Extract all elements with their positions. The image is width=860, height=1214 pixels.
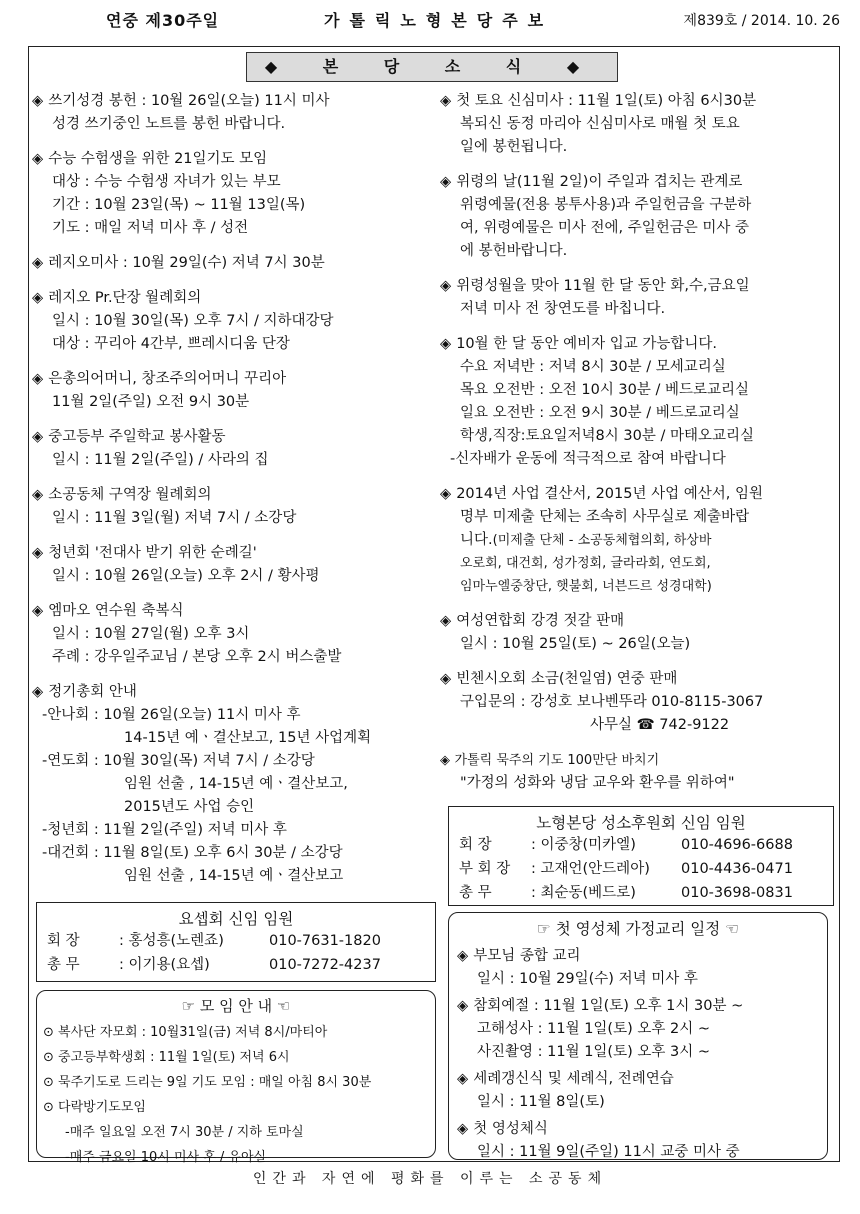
section-banner: ◆ 본 당 소 식 ◆ [246, 52, 618, 82]
notice-item: ◈ 첫 토요 신심미사 : 11월 1일(토) 아침 6시30분 복되신 동정 마리아 신심미사로 매월 첫 토요 일에 봉헌됩니다. [440, 90, 834, 159]
notice-item: ◈ 10월 한 달 동안 예비자 입교 가능합니다. 수요 저녁반 : 저녁 8시 30분 / 모세교리실 목요 오전반 : 오전 10시 30분 / 베드로교리실 일요 오전반 : 오전 9시 30분 / 베드로교리실 학생,직장:토요일저녁8시 30분 / 마태오교리실 -신자배가 운동에 적극적으로 참여 바랍니다 [440, 333, 834, 471]
notice-item: ◈ 가톨릭 묵주의 기도 100만단 바치기 "가정의 성화와 냉담 교우와 환우를 위하여" [440, 749, 834, 795]
meeting-guide-box: ☞ 모 임 안 내 ☜ ⊙ 복사단 자모회 : 10월31일(금) 저녁 8시/마티아 ⊙ 중고등부학생회 : 11월 1일(토) 저녁 6시 ⊙ 묵주기도로 드리는 9일 기도 모임 : 매일 아침 8시 30분 ⊙ 다락방기도모임 -매주 일요일 오전 7시 30분 / 지하 토마실 -매주 금요일 10시 미사 후 / 유아실 [36, 990, 436, 1158]
bulletin-title: 가톨릭노형본당주보 [324, 11, 554, 30]
issue-label: 제839호 / 2014. 10. 26 [683, 13, 840, 29]
first-communion-schedule-box: ☞ 첫 영성체 가정교리 일정 ☜ ◈ 부모님 종합 교리 일시 : 10월 29일(수) 저녁 미사 후 ◈ 참회예절 : 11월 1일(토) 오후 1시 30분 ~ 고해성사 : 11월 1일(토) 오후 2시 ~ 사진촬영 : 11월 1일(토) 오후 3시 ~ ◈ 세례갱신식 및 세례식, 전례연습 일시 : 11월 8일(토) ◈ 첫 영성체식 일시 : 11월 9일(주일) 11시 교중 미사 중 [448, 912, 828, 1160]
left-column [32, 90, 438, 900]
officer-row: 총 무 : 최순동(베드로) 010-3698-0831 [459, 885, 793, 901]
notice-item: ◈ 여성연합회 강경 젓갈 판매 일시 : 10월 25일(토) ~ 26일(오늘) [440, 610, 834, 656]
notice-item: ◈ 은총의어머니, 창조주의어머니 꾸리아 11월 2일(주일) 오전 9시 30분 [32, 368, 438, 414]
officer-row: 부 회 장 : 고재언(안드레아) 010-4436-0471 [459, 861, 793, 877]
box-title: ☞ 첫 영성체 가정교리 일정 ☜ [536, 920, 740, 938]
officer-row: 총 무 : 이기용(요셉) 010-7272-4237 [47, 957, 381, 973]
general-meeting-notice: ◈ 정기총회 안내 -안나회 : 10월 26일(오늘) 11시 미사 후 14-15년 예ㆍ결산보고, 15년 사업계획 -연도회 : 10월 30일(목) 저녁 7시 / 소강당 임원 선출 , 14-15년 예ㆍ결산보고, 2015년도 사업 승인 -청년회 : 11월 2일(주일) 저녁 미사 후 -대건회 : 11월 8일(토) 오후 6시 30분 / 소강당 임원 선출 , 14-15년 예ㆍ결산보고 [32, 681, 438, 888]
report-notice: ◈ 2014년 사업 결산서, 2015년 사업 예산서, 임원 명부 미제출 단체는 조속히 사무실로 제출바랍 니다.(미제출 단체 - 소공동체협의회, 하상바 오로회, 대건회, 성가정회, 글라라회, 연도회, 임마누엘중창단, 햇불회, 너븐드르 성경대학) [440, 483, 834, 598]
officer-row: 회 장 : 이중창(미카엘) 010-4696-6688 [459, 837, 793, 853]
notice-item: ◈ 레지오 Pr.단장 월례회의 일시 : 10월 30일(목) 오후 7시 / 지하대강당 대상 : 꾸리아 4간부, 쁘레시디움 단장 [32, 287, 438, 356]
joseph-officers-box [36, 902, 436, 982]
notice-item: ◈ 위령성월을 맞아 11월 한 달 동안 화,수,금요일 저녁 미사 전 창연도를 바칩니다. [440, 275, 834, 321]
vocation-supporters-box [448, 806, 834, 906]
right-column [440, 90, 834, 807]
bulletin-header [28, 8, 840, 32]
box-title: 요셉회 신임 임원 [178, 910, 294, 928]
notice-item: ◈ 빈첸시오회 소금(천일염) 연중 판매 구입문의 : 강성호 보나벤뚜라 010-8115-3067 사무실 ☎ 742-9122 [440, 668, 834, 737]
notice-item: ◈ 소공동체 구역장 월례회의 일시 : 11월 3일(월) 저녁 7시 / 소강당 [32, 484, 438, 530]
notice-item: ◈ 위령의 날(11월 2일)이 주일과 겹치는 관계로 위령예물(전용 봉투사용)과 주일헌금을 구분하 여, 위령예물은 미사 전에, 주일헌금은 미사 중 에 봉헌바랍니다. [440, 171, 834, 263]
box-title: ☞ 모 임 안 내 ☜ [181, 997, 291, 1015]
footer-motto: 인간과 자연에 평화를 이루는 소공동체 [252, 1171, 608, 1187]
box-title: 노형본당 성소후원회 신임 임원 [536, 814, 746, 832]
notice-item: ◈ 쓰기성경 봉헌 : 10월 26일(오늘) 11시 미사 성경 쓰기중인 노트를 봉헌 바랍니다. [32, 90, 438, 136]
officer-row: 회 장 : 홍성흥(노렌죠) 010-7631-1820 [47, 933, 381, 949]
notice-item: ◈ 엠마오 연수원 축복식 일시 : 10월 27일(월) 오후 3시 주례 : 강우일주교님 / 본당 오후 2시 버스출발 [32, 600, 438, 669]
notice-item: ◈ 청년회 '전대사 받기 위한 순례길' 일시 : 10월 26일(오늘) 오후 2시 / 황사평 [32, 542, 438, 588]
notice-item: ◈ 레지오미사 : 10월 29일(수) 저녁 7시 30분 [32, 252, 438, 275]
notice-item: ◈ 중고등부 주일학교 봉사활동 일시 : 11월 2일(주일) / 사라의 집 [32, 426, 438, 472]
week-label: 연중 제30주일 [106, 11, 220, 30]
notice-item: ◈ 수능 수험생을 위한 21일기도 모임 대상 : 수능 수험생 자녀가 있는 부모 기간 : 10월 23일(목) ~ 11월 13일(목) 기도 : 매일 저녁 미사 후 / 성전 [32, 148, 438, 240]
